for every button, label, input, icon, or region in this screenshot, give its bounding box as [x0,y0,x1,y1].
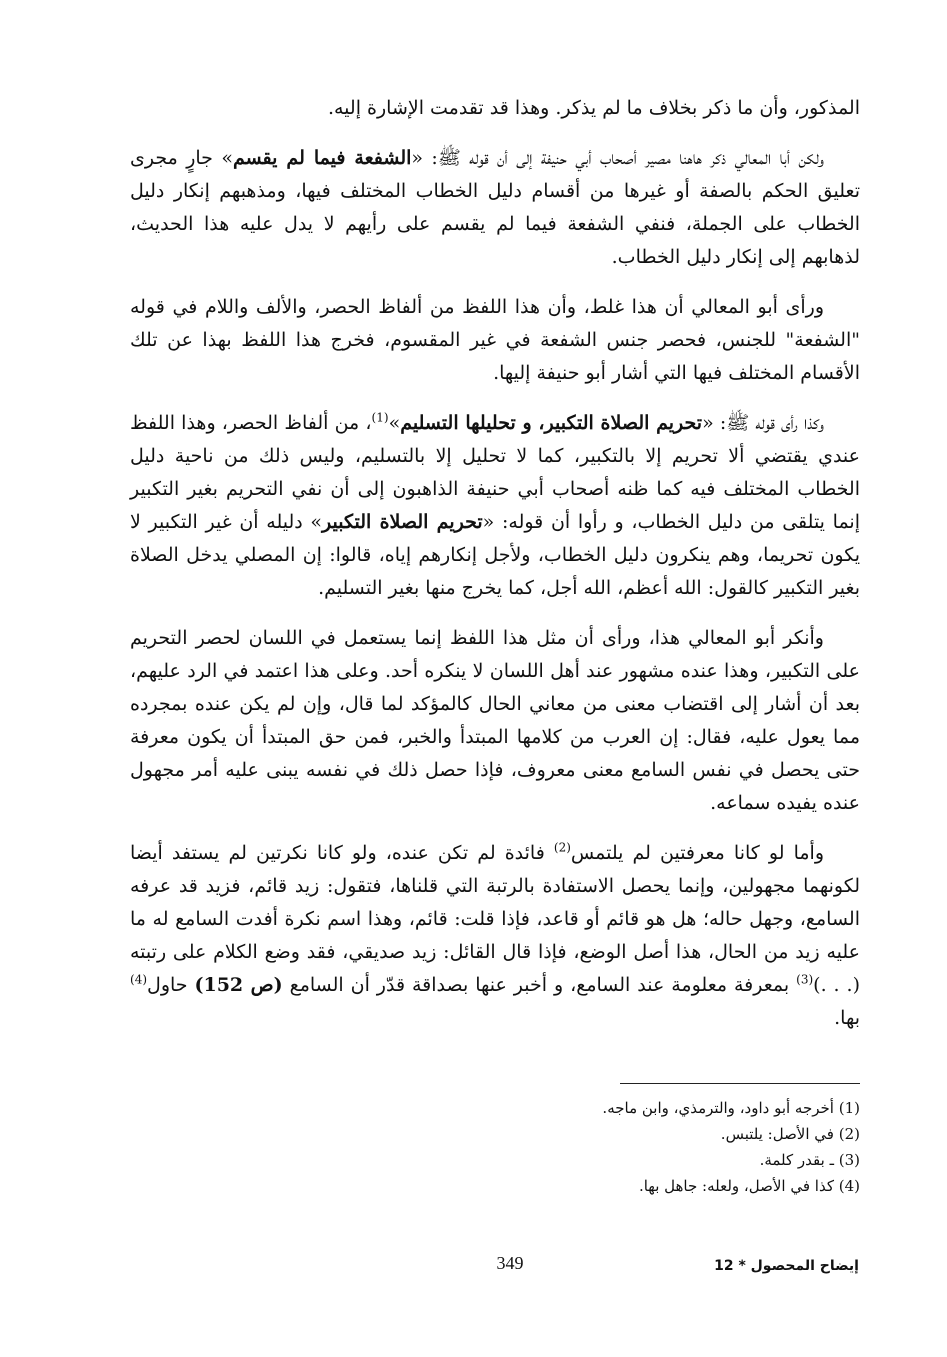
paragraph [130,291,860,390]
bold-quote: تحريم الصلاة التكبير [322,511,483,533]
footnote-ref: (2) [553,840,571,855]
text-run: وأما لو كانا معرفتين لم يلتمس [570,842,824,864]
footnotes [480,1095,860,1199]
text-run: » دليله أن غير التكبير لا يكون تحريما، وهم ينكرون دليل الخطاب، ولأجل إنكارهم إياه، قالوا: إن المصلي يدخل الصلاة بغير التكبير كالقول: الله أعظم، الله أجل، كما يخرج منها بغير التسليم. [130,511,860,599]
body-text [130,92,860,1052]
paragraph [130,142,860,274]
text-run: المذكور، وأن ما ذكر بخلاف ما لم يذكر. وهذا قد تقدمت الإشارة إليه. [327,97,860,119]
footnote-ref: (3) [796,972,814,987]
footnote: (4) كذا في الأصل، ولعله: جاهل بها. [638,1177,860,1195]
text-run: ورأى أبو المعالي أن هذا غلط، وأن هذا اللفظ من ألفاظ الحصر، والألف واللام في قوله "الشفعة" للجنس، فحصر جنس الشفعة في غير المقسوم، فخرج هذا اللفظ بهذا عن تلك الأقسام المختلف فيها التي أشار أبو حنيفة إليها. [130,296,860,384]
bold-quote: تحريم الصلاة التكبير، و تحليلها التسليم [400,412,703,434]
text-run: بمعرفة معلومة عند السامع، و أخبر عنها بصداقة قدّر أن السامع [282,974,797,996]
text-run: وكذا رأى قوله ﷺ: « [702,412,825,434]
paragraph [130,837,860,1035]
text-run: حاول [147,974,195,996]
bold-quote: (ص 152) [194,974,283,996]
text-run: فائدة لم تكن عنده، ولو كانا نكرتين لم يستفد أيضا لكونهما مجهولين، وإنما يحصل الاستفادة بالرتبة التي قلناها، فتقول: زيد قائم، فزيد قد عرفه السامع، وجهل حاله؛ هل هو قائم أو قاعد، فإذا قلت: قائم، وهذا اسم نكرة أفدت السامع له ما عليه زيد من الحال، هذا أصل الوضع، فإذا قال القائل: زيد صديقي، فقد وضع الكلام على رتبته (. . .) [130,842,860,996]
footnote-ref: (4) [130,972,148,987]
footnote: (2) في الأصل: يلتبس. [720,1125,860,1143]
text-run: بها. [834,1007,860,1029]
page-number: 349 [496,1253,524,1273]
footnote-divider [620,1083,860,1084]
running-title: إيضاح المحصول * 12 [714,1258,859,1274]
text-run: » جارٍ مجرى تعليق الحكم بالصفة أو غيرها من أقسام دليل الخطاب المختلف فيها، ومذهبهم إنكار دليل الخطاب على الجملة، فنفي الشفعة فيما لم يقسم على رأيهم لا يدل عليه هذا الحديث، لذهابهم إلى إنكار دليل الخطاب. [130,147,860,268]
text-run: وأنكر أبو المعالي هذا، ورأى أن مثل هذا اللفظ إنما يستعمل في اللسان لحصر التحريم على التكبير، وهذا عنده مشهور عند أهل اللسان لا ينكره أحد. وعلى هذا اعتمد في الرد عليهم، بعد أن أشار إلى اقتضاب معنى من معاني الحال كالمؤكد لما قال، وإن لم يكن عنده بمجرده مما يعول عليه، فقال: إن العرب من كلامها المبتدأ والخبر، فمن حق المبتدأ أن يكون معرفة حتى يحصل في نفس السامع معنى معروف، فإذا حصل ذلك في نفسه يبنى عليه أمر مجهول عنده يفيده سماعه. [130,627,860,814]
paragraph [130,407,860,605]
footnote: (3) ـ بقدر كلمة. [759,1151,860,1169]
paragraph [130,92,860,125]
paragraph [130,622,860,820]
footnote-ref: (1) [371,410,389,425]
footnote: (1) أخرجه أبو داود، والترمذي، وابن ماجه. [602,1099,860,1117]
text-run: ، من ألفاظ الحصر، وهذا اللفظ عندي يقتضي ألا تحريم إلا بالتكبير، كما لا تحليل إلا بالتسليم، وليس ذلك من ناحية دليل الخطاب المختلف فيه كما ظنه أصحاب أبي حنيفة الذاهبون إلى أن نفي التحريم بغير التكبير إنما يتلقى من دليل الخطاب، و رأوا أن قوله: « [130,412,860,533]
bold-quote: الشفعة فيما لم يقسم [232,147,412,169]
text-run: ولكن أبا المعالي ذكر هاهنا مصير أصحاب أبي حنيفة إلى أن قوله ﷺ: « [411,147,825,169]
text-run: » [388,412,401,434]
